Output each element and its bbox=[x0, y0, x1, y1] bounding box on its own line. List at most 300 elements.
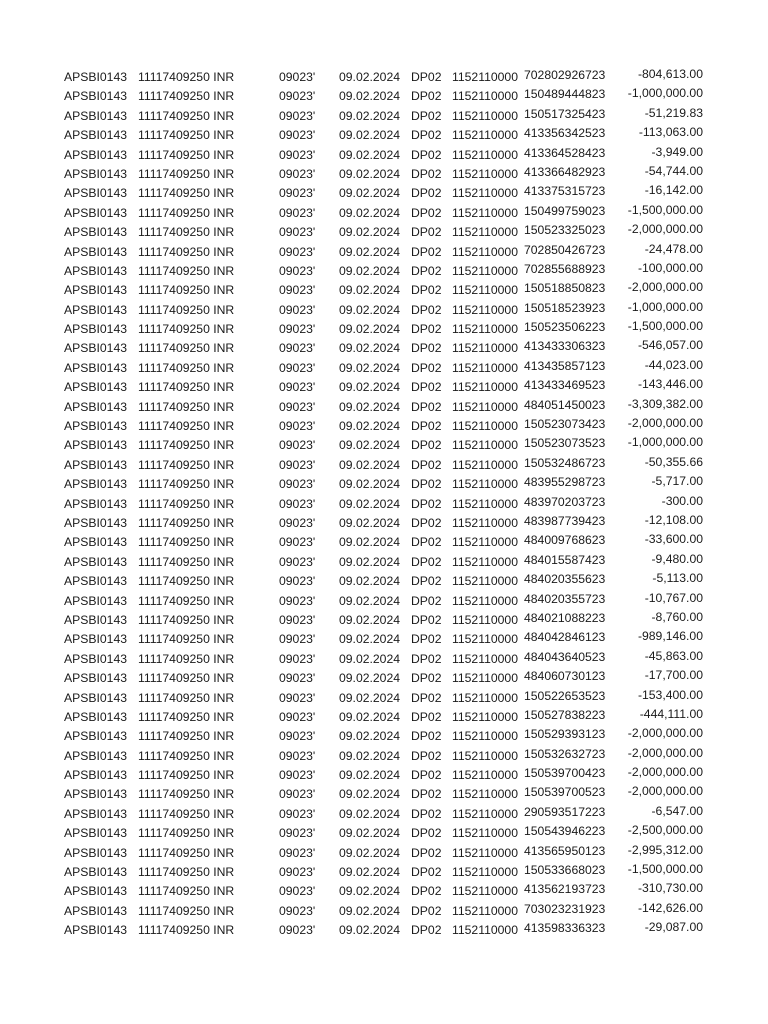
type-cell: DP02 bbox=[411, 70, 442, 84]
doc-number-cell: 290593517223 bbox=[524, 804, 606, 819]
currency-code: INR bbox=[213, 748, 235, 763]
doc-number-cell: 150539700423 bbox=[524, 766, 606, 781]
currency-code: INR bbox=[213, 128, 235, 143]
gl-cell: 1152110000 bbox=[452, 322, 518, 337]
account-number: 11117409250 bbox=[138, 806, 210, 821]
code-cell: APSBI0143 bbox=[64, 865, 128, 880]
code-cell: APSBI0143 bbox=[64, 632, 128, 647]
type-cell: DP02 bbox=[411, 826, 442, 841]
amount-cell: -1,000,000.00 bbox=[627, 299, 703, 314]
date-cell: 09.02.2024 bbox=[339, 128, 400, 143]
ref-cell: 09023' bbox=[279, 671, 316, 686]
gl-cell: 1152110000 bbox=[452, 147, 518, 162]
account-number: 11117409250 bbox=[138, 438, 210, 453]
code-cell: APSBI0143 bbox=[64, 690, 128, 705]
code-cell: APSBI0143 bbox=[64, 515, 128, 530]
code-cell: APSBI0143 bbox=[64, 748, 128, 763]
gl-cell: 1152110000 bbox=[452, 496, 518, 511]
account-cell bbox=[138, 146, 234, 165]
account-cell bbox=[138, 495, 234, 514]
code-cell: APSBI0143 bbox=[64, 166, 128, 181]
account-number: 11117409250 bbox=[138, 108, 210, 123]
code-cell: APSBI0143 bbox=[64, 651, 128, 666]
code-cell: APSBI0143 bbox=[64, 496, 128, 511]
gl-cell: 1152110000 bbox=[452, 903, 518, 918]
account-cell bbox=[138, 863, 234, 882]
account-cell bbox=[138, 223, 234, 242]
gl-cell: 1152110000 bbox=[452, 845, 518, 860]
account-cell bbox=[138, 533, 234, 552]
doc-number-cell: 150518523923 bbox=[524, 300, 606, 315]
gl-cell: 1152110000 bbox=[452, 554, 518, 569]
ref-cell: 09023' bbox=[279, 89, 316, 104]
doc-number-cell: 483955298723 bbox=[524, 475, 606, 490]
ref-cell: 09023' bbox=[279, 322, 316, 337]
amount-cell: -2,000,000.00 bbox=[627, 222, 703, 237]
account-number: 11117409250 bbox=[138, 244, 210, 259]
account-number: 11117409250 bbox=[138, 612, 210, 627]
type-cell: DP02 bbox=[411, 89, 442, 104]
account-number: 11117409250 bbox=[138, 826, 210, 841]
doc-number-cell: 483970203723 bbox=[524, 494, 606, 509]
code-cell: APSBI0143 bbox=[64, 438, 128, 453]
type-cell: DP02 bbox=[411, 671, 442, 686]
amount-cell: -45,863.00 bbox=[644, 648, 703, 663]
account-cell bbox=[138, 107, 234, 126]
gl-cell: 1152110000 bbox=[452, 690, 518, 705]
currency-code: INR bbox=[213, 263, 235, 278]
type-cell: DP02 bbox=[411, 651, 442, 666]
type-cell: DP02 bbox=[411, 554, 442, 569]
amount-cell: -143,446.00 bbox=[637, 377, 703, 392]
doc-number-cell: 702802926723 bbox=[524, 68, 606, 82]
amount-cell: -444,111.00 bbox=[639, 706, 703, 721]
gl-cell: 1152110000 bbox=[452, 865, 518, 880]
type-cell: DP02 bbox=[411, 108, 442, 123]
doc-number-cell: 484009768623 bbox=[524, 533, 606, 548]
ref-cell: 09023' bbox=[279, 826, 316, 841]
type-cell: DP02 bbox=[411, 632, 442, 647]
gl-cell: 1152110000 bbox=[452, 748, 518, 763]
gl-cell: 1152110000 bbox=[452, 768, 518, 783]
date-cell: 09.02.2024 bbox=[339, 729, 400, 744]
account-cell bbox=[138, 87, 234, 106]
gl-cell: 1152110000 bbox=[452, 574, 518, 589]
code-cell: APSBI0143 bbox=[64, 322, 128, 337]
currency-code: INR bbox=[213, 845, 235, 860]
code-cell: APSBI0143 bbox=[64, 302, 128, 317]
code-cell: APSBI0143 bbox=[64, 535, 128, 550]
account-cell bbox=[138, 475, 234, 494]
code-cell: APSBI0143 bbox=[64, 554, 128, 569]
amount-cell: -2,500,000.00 bbox=[627, 823, 703, 838]
gl-cell: 1152110000 bbox=[452, 225, 518, 240]
account-cell bbox=[138, 436, 234, 455]
currency-code: INR bbox=[213, 923, 235, 938]
amount-cell: -54,744.00 bbox=[644, 163, 703, 178]
type-cell: DP02 bbox=[411, 574, 442, 589]
ref-cell: 09023' bbox=[279, 709, 316, 724]
doc-number-cell: 150533668023 bbox=[524, 863, 606, 878]
gl-cell: 1152110000 bbox=[452, 457, 518, 472]
gl-cell: 1152110000 bbox=[452, 729, 518, 744]
type-cell: DP02 bbox=[411, 341, 442, 356]
gl-cell: 1152110000 bbox=[452, 70, 518, 84]
type-cell: DP02 bbox=[411, 263, 442, 278]
date-cell: 09.02.2024 bbox=[339, 89, 400, 104]
code-cell: APSBI0143 bbox=[64, 244, 128, 259]
amount-cell: -5,113.00 bbox=[652, 571, 703, 586]
amount-cell: -33,600.00 bbox=[644, 532, 703, 547]
gl-cell: 1152110000 bbox=[452, 263, 518, 278]
account-number: 11117409250 bbox=[138, 768, 210, 783]
date-cell: 09.02.2024 bbox=[339, 457, 400, 472]
code-cell: APSBI0143 bbox=[64, 128, 128, 143]
ref-cell: 09023' bbox=[279, 147, 316, 162]
currency-code: INR bbox=[213, 709, 235, 724]
date-cell: 09.02.2024 bbox=[339, 612, 400, 627]
doc-number-cell: 150523325023 bbox=[524, 223, 606, 238]
date-cell: 09.02.2024 bbox=[339, 399, 400, 414]
type-cell: DP02 bbox=[411, 283, 442, 298]
date-cell: 09.02.2024 bbox=[339, 632, 400, 647]
amount-cell: -5,717.00 bbox=[651, 474, 703, 489]
account-number: 11117409250 bbox=[138, 341, 210, 356]
gl-cell: 1152110000 bbox=[452, 341, 518, 356]
date-cell: 09.02.2024 bbox=[339, 768, 400, 783]
type-cell: DP02 bbox=[411, 457, 442, 472]
amount-cell: -2,995,312.00 bbox=[627, 842, 703, 857]
table-row bbox=[0, 475, 768, 494]
ref-cell: 09023' bbox=[279, 380, 316, 395]
date-cell: 09.02.2024 bbox=[339, 651, 400, 666]
amount-cell: -989,146.00 bbox=[637, 629, 703, 644]
date-cell: 09.02.2024 bbox=[339, 496, 400, 511]
currency-code: INR bbox=[213, 496, 235, 511]
ref-cell: 09023' bbox=[279, 729, 316, 744]
type-cell: DP02 bbox=[411, 768, 442, 783]
gl-cell: 1152110000 bbox=[452, 419, 518, 434]
currency-code: INR bbox=[213, 671, 235, 686]
date-cell: 09.02.2024 bbox=[339, 535, 400, 550]
doc-number-cell: 484042846123 bbox=[524, 630, 606, 645]
date-cell: 09.02.2024 bbox=[339, 419, 400, 434]
amount-cell: -2,000,000.00 bbox=[627, 765, 703, 780]
code-cell: APSBI0143 bbox=[64, 709, 128, 724]
amount-cell: -8,760.00 bbox=[651, 609, 703, 624]
ref-cell: 09023' bbox=[279, 263, 316, 278]
doc-number-cell: 150489444823 bbox=[524, 87, 606, 102]
currency-code: INR bbox=[213, 787, 235, 802]
code-cell: APSBI0143 bbox=[64, 787, 128, 802]
account-number: 11117409250 bbox=[138, 166, 210, 181]
doc-number-cell: 150499759023 bbox=[524, 203, 606, 218]
type-cell: DP02 bbox=[411, 845, 442, 860]
code-cell: APSBI0143 bbox=[64, 70, 128, 84]
account-number: 11117409250 bbox=[138, 729, 210, 744]
account-cell bbox=[138, 747, 234, 766]
gl-cell: 1152110000 bbox=[452, 477, 518, 492]
table-row bbox=[0, 921, 768, 940]
account-cell bbox=[138, 650, 234, 669]
type-cell: DP02 bbox=[411, 166, 442, 181]
type-cell: DP02 bbox=[411, 593, 442, 608]
amount-cell: -10,767.00 bbox=[644, 590, 703, 605]
code-cell: APSBI0143 bbox=[64, 903, 128, 918]
ref-cell: 09023' bbox=[279, 341, 316, 356]
code-cell: APSBI0143 bbox=[64, 845, 128, 860]
type-cell: DP02 bbox=[411, 225, 442, 240]
account-number: 11117409250 bbox=[138, 496, 210, 511]
code-cell: APSBI0143 bbox=[64, 612, 128, 627]
doc-number-cell: 484060730123 bbox=[524, 669, 606, 684]
gl-cell: 1152110000 bbox=[452, 787, 518, 802]
code-cell: APSBI0143 bbox=[64, 826, 128, 841]
code-cell: APSBI0143 bbox=[64, 380, 128, 395]
doc-number-cell: 150543946223 bbox=[524, 824, 606, 839]
currency-code: INR bbox=[213, 108, 235, 123]
code-cell: APSBI0143 bbox=[64, 884, 128, 899]
ref-cell: 09023' bbox=[279, 690, 316, 705]
gl-cell: 1152110000 bbox=[452, 884, 518, 899]
doc-number-cell: 484043640523 bbox=[524, 649, 606, 664]
ref-cell: 09023' bbox=[279, 283, 316, 298]
date-cell: 09.02.2024 bbox=[339, 865, 400, 880]
account-cell bbox=[138, 844, 234, 863]
type-cell: DP02 bbox=[411, 806, 442, 821]
date-cell: 09.02.2024 bbox=[339, 787, 400, 802]
ref-cell: 09023' bbox=[279, 70, 316, 84]
date-cell: 09.02.2024 bbox=[339, 380, 400, 395]
doc-number-cell: 702855688923 bbox=[524, 261, 606, 276]
account-cell bbox=[138, 359, 234, 378]
account-number: 11117409250 bbox=[138, 903, 210, 918]
gl-cell: 1152110000 bbox=[452, 612, 518, 627]
ref-cell: 09023' bbox=[279, 186, 316, 201]
code-cell: APSBI0143 bbox=[64, 341, 128, 356]
date-cell: 09.02.2024 bbox=[339, 884, 400, 899]
date-cell: 09.02.2024 bbox=[339, 263, 400, 278]
type-cell: DP02 bbox=[411, 128, 442, 143]
ref-cell: 09023' bbox=[279, 612, 316, 627]
currency-code: INR bbox=[213, 225, 235, 240]
ref-cell: 09023' bbox=[279, 244, 316, 259]
ref-cell: 09023' bbox=[279, 787, 316, 802]
account-cell bbox=[138, 785, 234, 804]
currency-code: INR bbox=[213, 651, 235, 666]
gl-cell: 1152110000 bbox=[452, 515, 518, 530]
currency-code: INR bbox=[213, 360, 235, 375]
currency-code: INR bbox=[213, 884, 235, 899]
account-number: 11117409250 bbox=[138, 651, 210, 666]
account-number: 11117409250 bbox=[138, 671, 210, 686]
account-cell bbox=[138, 708, 234, 727]
code-cell: APSBI0143 bbox=[64, 225, 128, 240]
amount-cell: -1,000,000.00 bbox=[627, 86, 703, 101]
code-cell: APSBI0143 bbox=[64, 671, 128, 686]
account-cell bbox=[138, 902, 234, 921]
date-cell: 09.02.2024 bbox=[339, 748, 400, 763]
doc-number-cell: 703023231923 bbox=[524, 901, 606, 916]
date-cell: 09.02.2024 bbox=[339, 205, 400, 220]
type-cell: DP02 bbox=[411, 690, 442, 705]
currency-code: INR bbox=[213, 535, 235, 550]
doc-number-cell: 413433306323 bbox=[524, 339, 606, 354]
date-cell: 09.02.2024 bbox=[339, 903, 400, 918]
account-cell bbox=[138, 262, 234, 281]
type-cell: DP02 bbox=[411, 709, 442, 724]
ref-cell: 09023' bbox=[279, 515, 316, 530]
code-cell: APSBI0143 bbox=[64, 923, 128, 938]
gl-cell: 1152110000 bbox=[452, 399, 518, 414]
currency-code: INR bbox=[213, 457, 235, 472]
account-cell bbox=[138, 204, 234, 223]
doc-number-cell: 150539700523 bbox=[524, 785, 606, 800]
doc-number-cell: 413562193723 bbox=[524, 882, 606, 897]
gl-cell: 1152110000 bbox=[452, 186, 518, 201]
currency-code: INR bbox=[213, 865, 235, 880]
currency-code: INR bbox=[213, 283, 235, 298]
account-number: 11117409250 bbox=[138, 322, 210, 337]
amount-cell: -9,480.00 bbox=[651, 551, 703, 566]
amount-cell: -1,000,000.00 bbox=[627, 435, 703, 450]
amount-cell: -16,142.00 bbox=[644, 183, 703, 198]
currency-code: INR bbox=[213, 632, 235, 647]
ref-cell: 09023' bbox=[279, 554, 316, 569]
currency-code: INR bbox=[213, 147, 235, 162]
doc-number-cell: 150522653523 bbox=[524, 688, 606, 703]
gl-cell: 1152110000 bbox=[452, 128, 518, 143]
type-cell: DP02 bbox=[411, 884, 442, 899]
ref-cell: 09023' bbox=[279, 419, 316, 434]
type-cell: DP02 bbox=[411, 612, 442, 627]
ref-cell: 09023' bbox=[279, 884, 316, 899]
doc-number-cell: 484051450023 bbox=[524, 397, 606, 412]
date-cell: 09.02.2024 bbox=[339, 574, 400, 589]
account-cell bbox=[138, 689, 234, 708]
ref-cell: 09023' bbox=[279, 496, 316, 511]
type-cell: DP02 bbox=[411, 380, 442, 395]
amount-cell: -804,613.00 bbox=[637, 67, 703, 81]
account-number: 11117409250 bbox=[138, 302, 210, 317]
currency-code: INR bbox=[213, 806, 235, 821]
currency-code: INR bbox=[213, 515, 235, 530]
account-cell bbox=[138, 184, 234, 203]
date-cell: 09.02.2024 bbox=[339, 302, 400, 317]
ref-cell: 09023' bbox=[279, 438, 316, 453]
currency-code: INR bbox=[213, 89, 235, 104]
type-cell: DP02 bbox=[411, 360, 442, 375]
currency-code: INR bbox=[213, 593, 235, 608]
account-cell bbox=[138, 126, 234, 145]
account-cell bbox=[138, 378, 234, 397]
type-cell: DP02 bbox=[411, 535, 442, 550]
ref-cell: 09023' bbox=[279, 865, 316, 880]
account-cell bbox=[138, 592, 234, 611]
amount-cell: -2,000,000.00 bbox=[627, 416, 703, 431]
account-number: 11117409250 bbox=[138, 515, 210, 530]
account-cell bbox=[138, 301, 234, 320]
amount-cell: -24,478.00 bbox=[644, 241, 703, 256]
account-cell bbox=[138, 572, 234, 591]
code-cell: APSBI0143 bbox=[64, 263, 128, 278]
date-cell: 09.02.2024 bbox=[339, 671, 400, 686]
date-cell: 09.02.2024 bbox=[339, 709, 400, 724]
account-cell bbox=[138, 669, 234, 688]
code-cell: APSBI0143 bbox=[64, 186, 128, 201]
date-cell: 09.02.2024 bbox=[339, 166, 400, 181]
doc-number-cell: 413565950123 bbox=[524, 843, 606, 858]
currency-code: INR bbox=[213, 186, 235, 201]
account-number: 11117409250 bbox=[138, 225, 210, 240]
type-cell: DP02 bbox=[411, 322, 442, 337]
ref-cell: 09023' bbox=[279, 574, 316, 589]
currency-code: INR bbox=[213, 690, 235, 705]
amount-cell: -153,400.00 bbox=[637, 687, 703, 702]
ref-cell: 09023' bbox=[279, 806, 316, 821]
code-cell: APSBI0143 bbox=[64, 419, 128, 434]
doc-number-cell: 413598336323 bbox=[524, 921, 606, 936]
gl-cell: 1152110000 bbox=[452, 166, 518, 181]
date-cell: 09.02.2024 bbox=[339, 845, 400, 860]
date-cell: 09.02.2024 bbox=[339, 477, 400, 492]
doc-number-cell: 150517325423 bbox=[524, 106, 606, 121]
date-cell: 09.02.2024 bbox=[339, 322, 400, 337]
account-number: 11117409250 bbox=[138, 457, 210, 472]
doc-number-cell: 150529393123 bbox=[524, 727, 606, 742]
ref-cell: 09023' bbox=[279, 108, 316, 123]
account-cell bbox=[138, 727, 234, 746]
ref-cell: 09023' bbox=[279, 128, 316, 143]
amount-cell: -12,108.00 bbox=[644, 512, 703, 527]
account-number: 11117409250 bbox=[138, 70, 210, 84]
gl-cell: 1152110000 bbox=[452, 244, 518, 259]
account-cell bbox=[138, 514, 234, 533]
ref-cell: 09023' bbox=[279, 593, 316, 608]
type-cell: DP02 bbox=[411, 302, 442, 317]
account-cell bbox=[138, 68, 234, 87]
doc-number-cell: 413435857123 bbox=[524, 358, 606, 373]
amount-cell: -2,000,000.00 bbox=[627, 726, 703, 741]
ref-cell: 09023' bbox=[279, 535, 316, 550]
ref-cell: 09023' bbox=[279, 903, 316, 918]
account-cell bbox=[138, 339, 234, 358]
ref-cell: 09023' bbox=[279, 166, 316, 181]
account-cell bbox=[138, 320, 234, 339]
gl-cell: 1152110000 bbox=[452, 826, 518, 841]
currency-code: INR bbox=[213, 419, 235, 434]
account-number: 11117409250 bbox=[138, 360, 210, 375]
account-number: 11117409250 bbox=[138, 884, 210, 899]
amount-cell: -50,355.66 bbox=[644, 454, 703, 469]
transaction-sheet bbox=[0, 68, 768, 941]
ref-cell: 09023' bbox=[279, 845, 316, 860]
date-cell: 09.02.2024 bbox=[339, 593, 400, 608]
gl-cell: 1152110000 bbox=[452, 283, 518, 298]
gl-cell: 1152110000 bbox=[452, 438, 518, 453]
doc-number-cell: 413433469523 bbox=[524, 378, 606, 393]
code-cell: APSBI0143 bbox=[64, 729, 128, 744]
date-cell: 09.02.2024 bbox=[339, 826, 400, 841]
account-number: 11117409250 bbox=[138, 399, 210, 414]
doc-number-cell: 150532632723 bbox=[524, 746, 606, 761]
currency-code: INR bbox=[213, 302, 235, 317]
currency-code: INR bbox=[213, 322, 235, 337]
doc-number-cell: 150527838223 bbox=[524, 707, 606, 722]
account-number: 11117409250 bbox=[138, 845, 210, 860]
date-cell: 09.02.2024 bbox=[339, 554, 400, 569]
ref-cell: 09023' bbox=[279, 923, 316, 938]
